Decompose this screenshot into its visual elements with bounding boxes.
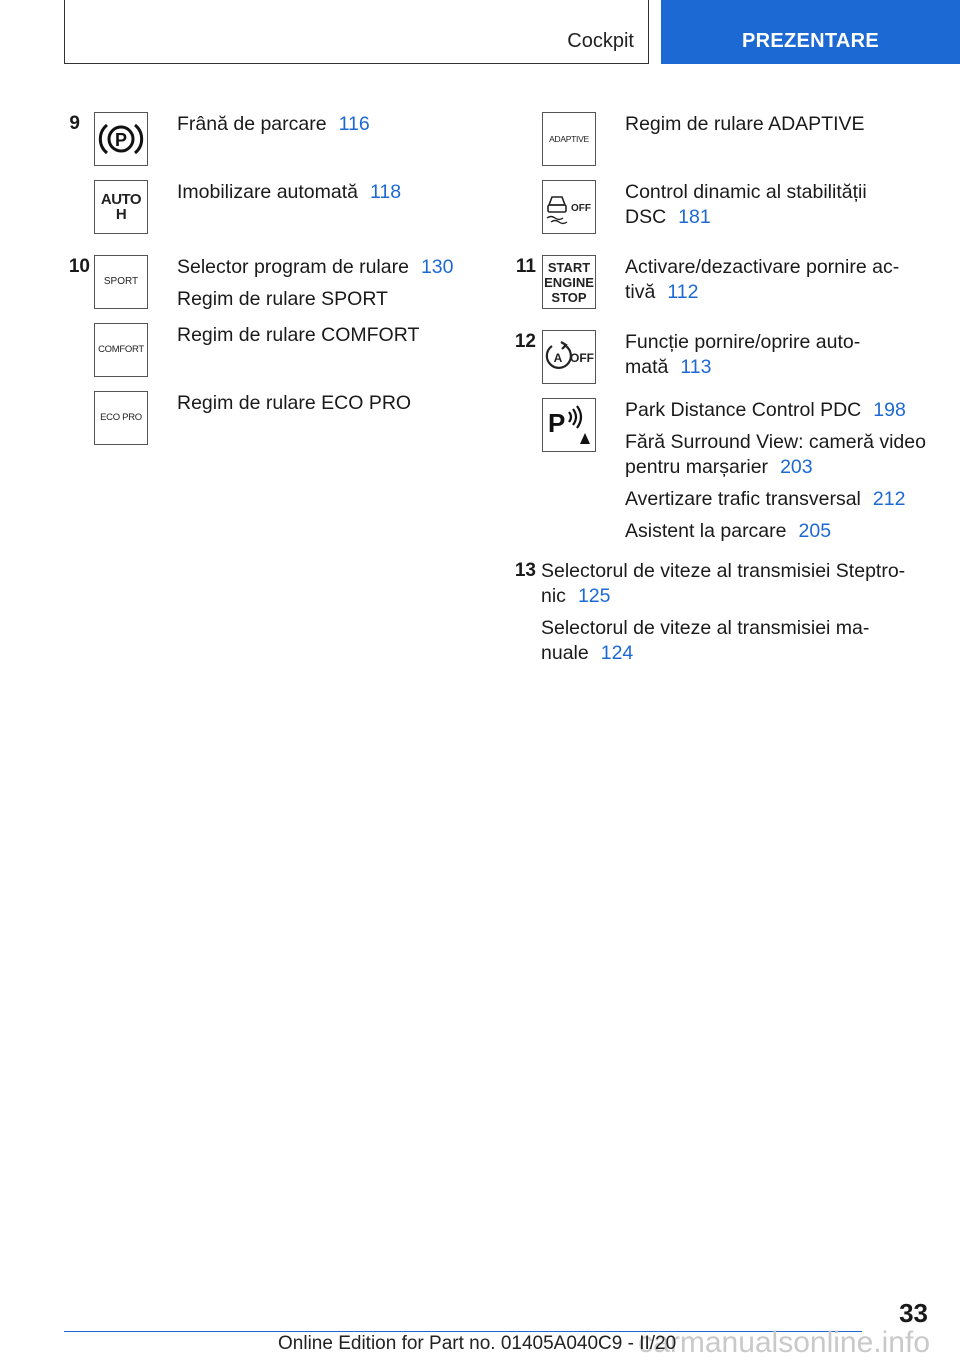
comfort-mode-icon <box>94 323 148 377</box>
start-engine-stop-line3: STOP <box>551 289 587 305</box>
start-stop-text-line1: Activare/dezactivare pornire ac- <box>625 256 900 278</box>
auto-start-stop-text-line2: mată <box>625 356 669 378</box>
pdc-text-line1: Park Distance Control PDC <box>625 399 862 421</box>
svg-text:A: A <box>553 351 563 365</box>
start-engine-stop-line1: START <box>547 259 591 275</box>
parking-brake-text: Frână de parcare <box>177 113 327 135</box>
item-number-10: 10 <box>68 256 90 277</box>
park-distance-control-icon <box>542 398 596 452</box>
pdc-ref4[interactable]: 212 <box>872 488 906 510</box>
gear-text-line1: Selectorul de viteze al transmisiei Steptro- <box>541 560 906 582</box>
pdc-text-line2: Fără Surround View: cameră video <box>625 431 926 453</box>
item-number-13: 13 <box>514 560 536 581</box>
auto-hold-icon <box>94 180 148 234</box>
park-distance-control-icon-label: P <box>548 408 566 438</box>
auto-hold-text: Imobilizare automată <box>177 181 359 203</box>
start-engine-stop-line2: ENGINE <box>544 274 594 290</box>
auto-start-stop-entry <box>625 330 860 380</box>
watermark: carmanualsonline.info <box>638 1326 930 1359</box>
auto-start-stop-off-icon-label: OFF <box>570 351 594 365</box>
pdc-ref5[interactable]: 205 <box>798 520 832 542</box>
gear-ref4[interactable]: 124 <box>600 642 634 664</box>
auto-start-stop-off-icon <box>542 330 596 384</box>
start-engine-stop-icon <box>542 255 596 309</box>
auto-hold-entry <box>177 180 401 205</box>
adaptive-mode-entry <box>625 112 865 137</box>
header-section: PREZENTARE <box>741 30 880 52</box>
gear-ref2[interactable]: 125 <box>577 585 611 607</box>
pdc-text-line3: pentru marșarier <box>625 456 769 478</box>
gear-selector-entry <box>541 559 905 666</box>
comfort-mode-entry <box>177 323 419 348</box>
header-section-box <box>661 0 960 64</box>
footer-edition: Online Edition for Part no. 01405A040C9 - II/20 <box>278 1333 677 1354</box>
dsc-text-line1: Control dinamic al stabilității <box>625 181 867 203</box>
dsc-text-line2: DSC <box>625 206 667 228</box>
dsc-off-icon <box>542 180 596 234</box>
adaptive-mode-icon <box>542 112 596 166</box>
drive-selector-text: Selector program de rulare <box>177 256 409 278</box>
parking-brake-entry <box>177 112 370 137</box>
gear-text-line3: Selectorul de viteze al transmisiei ma- <box>541 617 870 639</box>
auto-start-stop-ref[interactable]: 113 <box>680 356 712 378</box>
pdc-text-line5: Asistent la parcare <box>625 520 787 542</box>
auto-hold-icon-label: AUTO H <box>100 191 142 223</box>
header-chapter-box <box>64 0 649 64</box>
sport-mode-icon-label: SPORT <box>103 276 139 287</box>
item-number-12: 12 <box>514 331 536 352</box>
start-stop-text-line2: tivă <box>625 281 656 303</box>
header-chapter: Cockpit <box>567 30 634 52</box>
adaptive-mode-icon-label: ADAPTIVE <box>549 133 589 144</box>
gear-text-line4: nuale <box>541 642 589 664</box>
eco-pro-mode-entry <box>177 391 411 416</box>
auto-start-stop-text-line1: Funcție pornire/oprire auto- <box>625 331 861 353</box>
svg-text:P: P <box>114 130 128 150</box>
page-number: 33 <box>899 1298 928 1328</box>
eco-pro-mode-text: Regim de rulare ECO PRO <box>177 392 412 414</box>
adaptive-mode-text: Regim de rulare ADAPTIVE <box>625 113 865 135</box>
start-stop-ref[interactable]: 112 <box>667 281 699 303</box>
dsc-off-icon-label: OFF <box>571 203 591 214</box>
gear-text-line2: nic <box>541 585 566 607</box>
auto-hold-ref[interactable]: 118 <box>370 181 402 203</box>
pdc-text-line4: Avertizare trafic transversal <box>625 488 861 510</box>
sport-mode-icon <box>94 255 148 309</box>
eco-pro-mode-icon-label: ECO PRO <box>100 412 142 424</box>
sport-mode-text: Regim de rulare SPORT <box>177 288 388 310</box>
item-number-11: 11 <box>515 256 536 277</box>
dsc-entry <box>625 180 867 230</box>
start-stop-entry <box>625 255 899 305</box>
drive-selector-entry <box>177 255 454 312</box>
comfort-mode-icon-label: COMFORT <box>98 344 144 356</box>
pdc-entry <box>625 398 926 544</box>
parking-brake-icon <box>94 112 148 166</box>
eco-pro-mode-icon <box>94 391 148 445</box>
dsc-ref[interactable]: 181 <box>678 206 711 228</box>
pdc-ref1[interactable]: 198 <box>873 399 906 421</box>
pdc-ref3[interactable]: 203 <box>780 456 813 478</box>
item-number-9: 9 <box>69 113 80 134</box>
comfort-mode-text: Regim de rulare COMFORT <box>177 324 420 346</box>
drive-selector-ref[interactable]: 130 <box>420 256 454 278</box>
parking-brake-ref[interactable]: 116 <box>338 113 370 135</box>
